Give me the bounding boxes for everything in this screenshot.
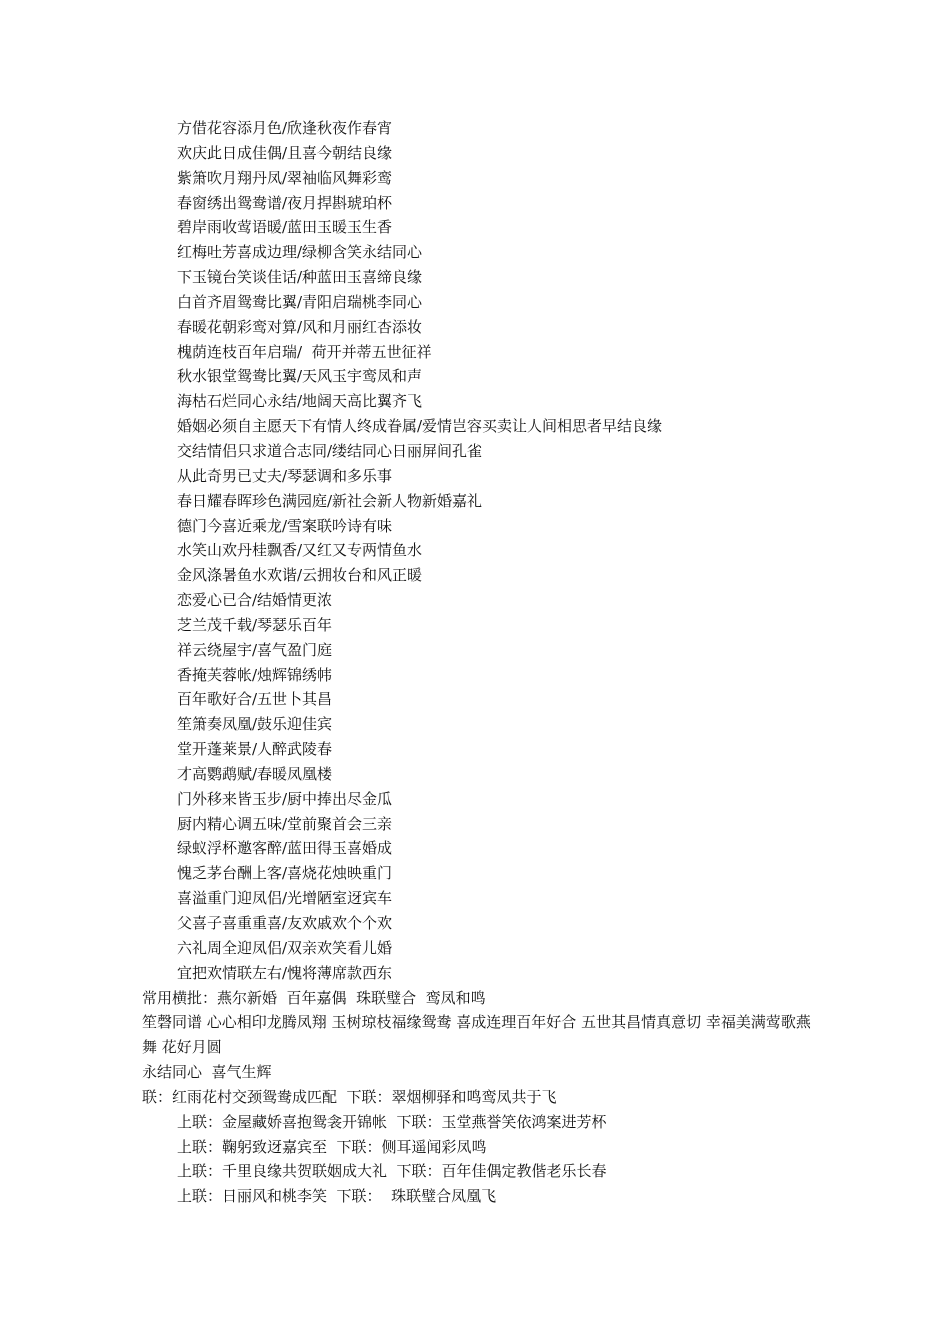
- couplet-line: 紫箫吹月翔丹凤/翠袖临风舞彩鸾: [177, 168, 393, 187]
- couplet-line: 才高鹦鹉赋/春暖凤凰楼: [177, 764, 333, 783]
- couplet-line: 水笑山欢丹桂飘香/又红又专两情鱼水: [177, 541, 423, 560]
- couplet-line: 金风涤暑鱼水欢谐/云拥妆台和风正暖: [177, 566, 423, 585]
- couplet-line: 堂开蓬莱景/人醉武陵春: [177, 740, 333, 759]
- couplet-line: 从此奇男已丈夫/琴瑟调和多乐事: [177, 466, 393, 485]
- pair-line: 上联：日丽风和桃李笑 下联： 珠联璧合凤凰飞: [177, 1187, 497, 1206]
- pair-line: 上联：鞠躬致迓嘉宾至 下联：侧耳遥闻彩凤鸣: [177, 1137, 487, 1156]
- couplet-line: 白首齐眉鸳鸯比翼/青阳启瑞桃李同心: [177, 292, 423, 311]
- couplet-line: 秋水银堂鸳鸯比翼/天风玉宇鸾凤和声: [177, 367, 423, 386]
- couplet-line: 婚姻必须自主愿天下有情人终成眷属/爱情岂容买卖让人间相思者早结良缘: [177, 417, 663, 436]
- couplet-line: 槐荫连枝百年启瑞/ 荷开并蒂五世征祥: [177, 342, 432, 361]
- pair-line: 上联：千里良缘共贺联姻成大礼 下联：百年佳偶定教偕老乐长春: [177, 1162, 607, 1181]
- hengpi-line-1: 常用横批：燕尔新婚 百年嘉偶 珠联璧合 鸾凤和鸣: [142, 988, 486, 1007]
- couplet-line: 红梅吐芳喜成边理/绿柳含笑永结同心: [177, 243, 423, 262]
- couplet-line: 方借花容添月色/欣逢秋夜作春宵: [177, 119, 393, 137]
- couplet-line: 笙箫奏凤凰/鼓乐迎佳宾: [177, 715, 333, 734]
- pair-line-first: 联：红雨花村交颈鸳鸯成匹配 下联：翠烟柳驿和鸣鸾凤共于飞: [142, 1087, 557, 1106]
- couplet-line: 父喜子喜重重喜/友欢戚欢个个欢: [177, 914, 393, 932]
- couplet-line: 春日耀春晖珍色满园庭/新社会新人物新婚嘉礼: [177, 491, 483, 510]
- couplet-line: 厨内精心调五味/堂前聚首会三亲: [177, 814, 393, 833]
- couplet-line: 德门今喜近乘龙/雪案联吟诗有味: [177, 516, 393, 535]
- couplet-line: 门外移来皆玉步/厨中捧出尽金瓜: [177, 789, 393, 808]
- couplet-line: 交结情侣只求道合志同/缕结同心日丽屏间孔雀: [177, 441, 483, 460]
- hengpi-line-2: 笙磬同谱 心心相印龙腾凤翔 玉树琼枝福缘鸳鸯 喜成连理百年好合 五世其昌情真意切 幸福美满莺歌燕舞 花好月圆: [142, 1013, 811, 1057]
- couplet-line: 香掩芙蓉帐/烛辉锦绣帏: [177, 665, 333, 684]
- couplet-line: 喜溢重门迎凤侣/光增陋室迓宾车: [177, 889, 393, 908]
- couplet-line: 愧乏茅台酬上客/喜烧花烛映重门: [177, 864, 393, 883]
- couplet-line: 春暖花朝彩鸾对算/风和月丽红杏添妆: [177, 317, 423, 336]
- couplet-line: 恋爱心已合/结婚情更浓: [177, 591, 333, 610]
- couplet-line: 宜把欢情联左右/愧将薄席款西东: [177, 963, 393, 982]
- couplet-line: 春窗绣出鸳鸯谱/夜月捍斟琥珀杯: [177, 193, 393, 212]
- couplet-line: 百年歌好合/五世卜其昌: [177, 690, 333, 709]
- couplet-line: 下玉镜台笑谈佳话/种蓝田玉喜缔良缘: [177, 268, 423, 287]
- document-body: [142, 116, 822, 1209]
- couplet-line: 芝兰茂千载/琴瑟乐百年: [177, 615, 333, 634]
- couplet-line: 海枯石烂同心永结/地阔天高比翼齐飞: [177, 392, 423, 411]
- couplet-line: 祥云绕屋宇/喜气盈门庭: [177, 640, 333, 659]
- couplet-line: 欢庆此日成佳偶/且喜今朝结良缘: [177, 143, 393, 162]
- couplet-line: 碧岸雨收莺语暖/蓝田玉暖玉生香: [177, 218, 393, 237]
- hengpi-line-3: 永结同心 喜气生辉: [142, 1063, 272, 1082]
- pair-line: 上联：金屋藏娇喜抱鸳衾开锦帐 下联：玉堂燕誉笑依鸿案进芳杯: [177, 1112, 607, 1131]
- couplet-list: [142, 116, 822, 986]
- couplet-line: 六礼周全迎凤侣/双亲欢笑看儿婚: [177, 938, 393, 957]
- couplet-line: 绿蚁浮杯邀客醉/蓝田得玉喜婚成: [177, 839, 393, 858]
